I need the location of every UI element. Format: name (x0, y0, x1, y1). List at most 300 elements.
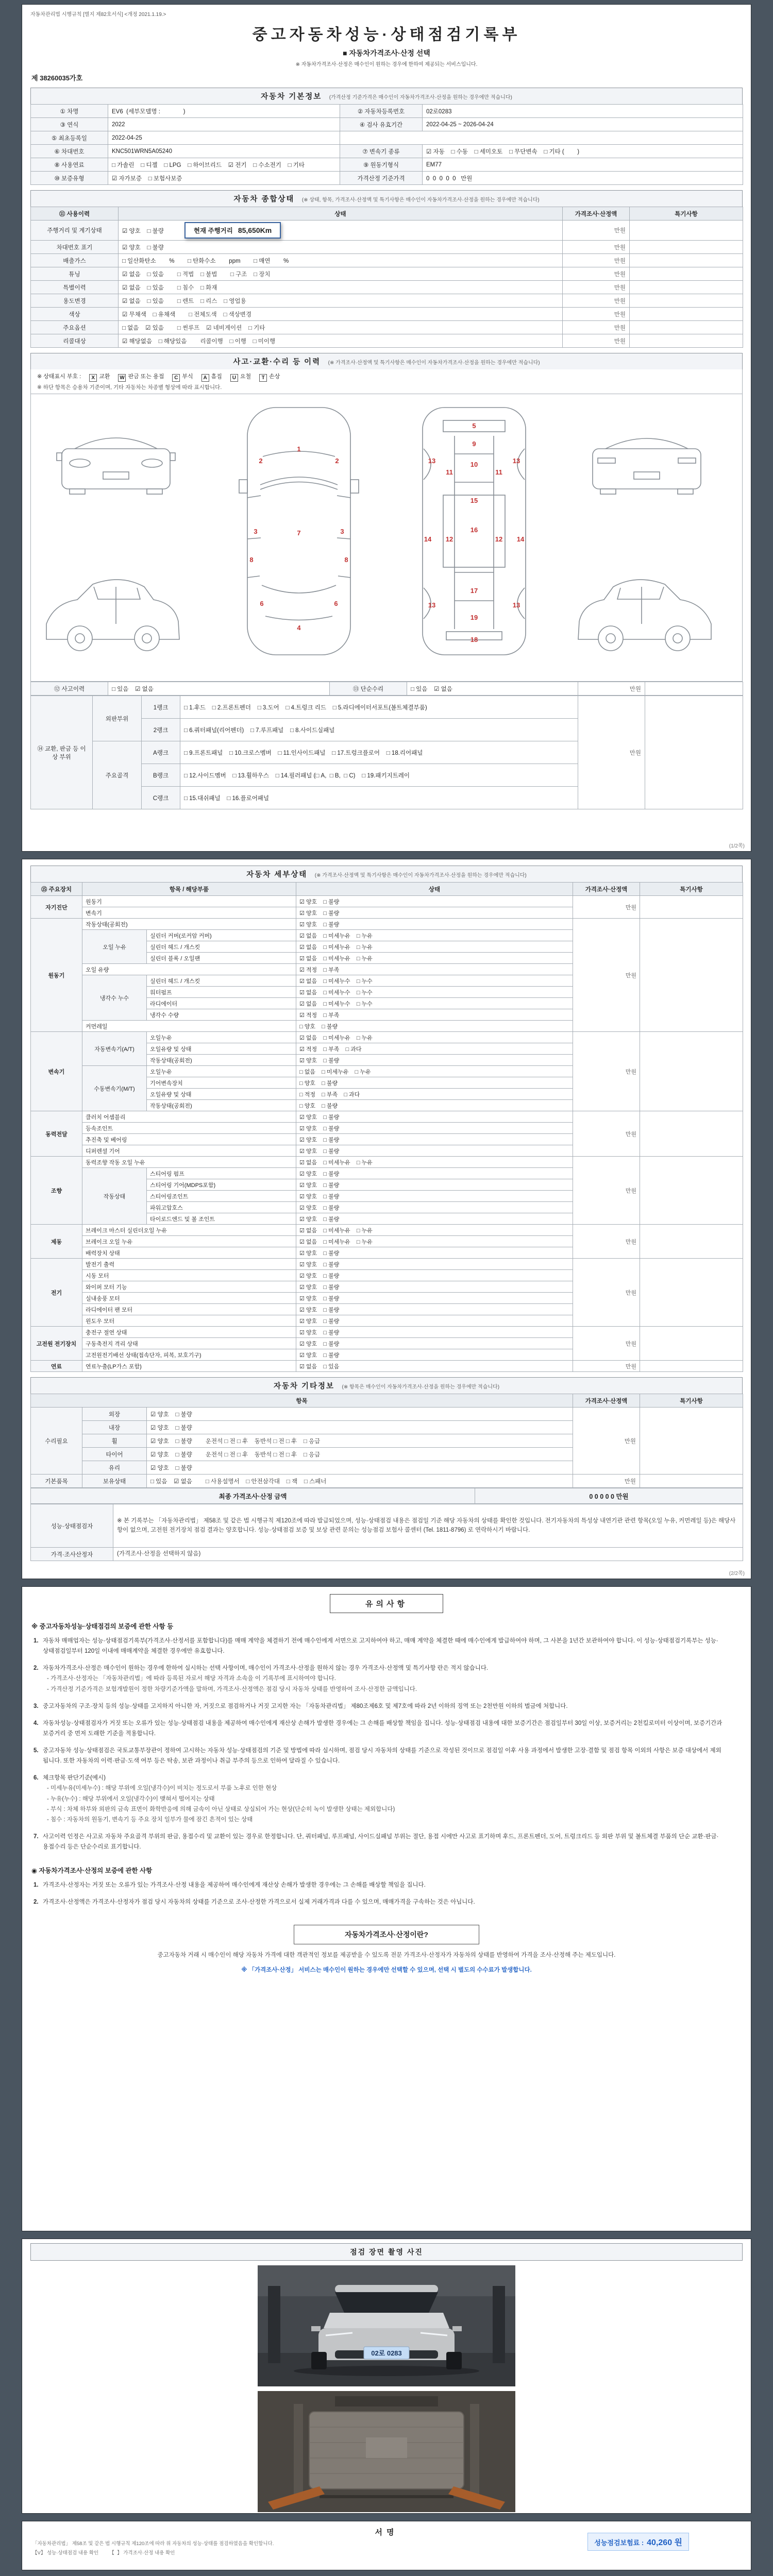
legend-code-label: 손상 (269, 374, 280, 380)
overall-row (31, 254, 743, 267)
price-cell: 만원 (573, 1259, 640, 1327)
appraiser-opinion-text: (가격조사·산정을 선택하지 않음) (113, 1548, 743, 1561)
detail-state-checkboxes[interactable]: ☑ 없음 □ 미세누수 □ 누수 (296, 987, 573, 998)
simple-repair-label: ⑬ 단순수리 (330, 682, 407, 696)
price-cell: 만원 (573, 1157, 640, 1225)
overall-item: 튜닝 (31, 267, 119, 281)
diagram-number: 14 (516, 535, 525, 543)
detail-state-checkboxes[interactable]: ☑ 양호 □ 불량 (296, 1202, 573, 1213)
diagram-number: 9 (472, 440, 476, 448)
legend-code-label: 판금 또는 용접 (128, 374, 164, 380)
col-item: 항목 (31, 1394, 573, 1408)
detail-part: 브레이크 마스터 실린더오일 누유 (82, 1225, 296, 1236)
legend-code-label: 교환 (99, 374, 110, 380)
page-marker: (2/2쪽) (729, 1571, 745, 1577)
section-basic-title: 자동차 기본정보 (261, 93, 322, 101)
note-cell (640, 1475, 743, 1488)
detail-state-checkboxes[interactable]: ☑ 없음 □ 미세누유 □ 누유 (296, 1225, 573, 1236)
basic-items-label: 기본품목 (31, 1475, 82, 1488)
simple-repair-checkboxes[interactable]: □ 있음 ☑ 없음 (407, 682, 578, 696)
etc-part: 유리 (82, 1461, 147, 1475)
overall-item: 색상 (31, 308, 119, 321)
col-note: 특기사항 (630, 207, 743, 221)
diagram-number: 8 (344, 556, 348, 564)
detail-state-checkboxes[interactable]: ☑ 없음 □ 미세누수 □ 누수 (296, 975, 573, 987)
etc-state-cell (147, 1434, 573, 1448)
detail-device: 연료 (31, 1361, 82, 1372)
price-cell: 만원 (573, 1361, 640, 1372)
overall-extra-checkboxes[interactable]: □ 렌트 □ 리스 □ 영업용 (177, 298, 246, 304)
notice-item-number: 2. (33, 1665, 39, 1672)
note-cell (630, 221, 743, 241)
panel-page2 (22, 859, 751, 1579)
detail-state-checkboxes[interactable]: ☑ 없음 □ 미세누유 □ 누유 (296, 1157, 573, 1168)
page-subtitle: ■ 자동차가격조사·산정 선택 (343, 49, 430, 57)
rank2-checkboxes[interactable]: □ 6.쿼터패널(리어펜더) □ 7.루프패널 □ 8.사이드실패널 (180, 719, 578, 741)
diagram-number: 16 (470, 526, 478, 534)
notice-item-text: 가격조사·산정액은 가격조사·산정자가 점검 당시 자동차의 상태를 기준으로 조사·산정한 가격으로서 실제 거래가격과 다를 수 있으며, 매매가격을 구속하는 것은 아닙니다. (43, 1899, 475, 1906)
detail-state-checkboxes[interactable]: ☑ 양호 □ 불량 (296, 1304, 573, 1315)
detail-part: 실린더 헤드 / 개스킷 (147, 975, 296, 987)
accident-history-label: ⑫ 사고이력 (31, 682, 108, 696)
detail-part: 배력장치 상태 (82, 1247, 296, 1259)
diagram-number: 4 (297, 624, 301, 632)
detail-state-checkboxes[interactable]: ☑ 적정 □ 부족 (296, 1009, 573, 1021)
note-cell (630, 334, 743, 348)
detail-device: 자기진단 (31, 896, 82, 919)
table-row (31, 1475, 743, 1488)
section-etc-title: 자동차 기타정보 (273, 1382, 335, 1391)
notice-item-number: 4. (33, 1720, 39, 1726)
table-row (31, 1504, 743, 1548)
detail-state-checkboxes[interactable]: ☑ 양호 □ 불량 (296, 896, 573, 907)
detail-state-checkboxes[interactable]: ☑ 양호 □ 불량 (296, 1123, 573, 1134)
appraisal-blue-note: ※ 「가격조사·산정」 서비스는 매수인이 원하는 경우에만 선택할 수 있으며, 선택 시 별도의 수수료가 발생합니다. (241, 1967, 532, 1973)
legend-code-label: 흠집 (211, 374, 222, 380)
section-overall-note: (※ 상태, 항목, 가격조사·산정액 및 특기사항은 매수인이 자동차가격조사·산정을 원하는 경우에만 적습니다) (301, 197, 540, 203)
detail-part: 스티어링조인트 (147, 1191, 296, 1202)
field-label: ⑦ 변속기 종류 (340, 145, 423, 158)
rankB-checkboxes[interactable]: □ 12.사이드멤버 □ 13.휠하우스 □ 14.필러패널 (□ A, □ B, □ C) □ 19.패키지트레이 (180, 764, 578, 787)
diagram-number: 12 (445, 535, 453, 543)
detail-part: 오일 유량 (82, 964, 296, 975)
diagram-number: 17 (470, 587, 478, 595)
price-cell: 만원 (573, 1032, 640, 1111)
diagram-number: 7 (297, 529, 301, 537)
price-cell: 만원 (573, 1225, 640, 1259)
section-detail-title: 자동차 세부상태 (246, 871, 308, 879)
overall-state-checkboxes[interactable]: ☑ 없음 □ 있음 (122, 271, 164, 278)
note-cell (640, 1259, 743, 1327)
detail-state-checkboxes[interactable]: ☑ 없음 □ 미세누유 □ 누유 (296, 1032, 573, 1043)
notice-item-text: 자동차 매매업자는 성능·상태점검기록부(가격조사·산정서를 포함합니다)를 매매 계약을 체결하기 전에 매수인에게 서면으로 고지하여야 하고, 매매 계약을 체결한 때에 매수인에게 발급하여야 하며, 그 사본을 1년간 보관하여야 합니다. 이 성능·상태점검기록부는 성능·상태점검일부터 120일 이내에 매매계약을 체결한 경우에만 유효합니다. (43, 1638, 718, 1655)
overall-row (31, 221, 743, 241)
note-cell (640, 919, 743, 1032)
diagram-number: 3 (340, 528, 344, 535)
table-row (31, 118, 743, 131)
detail-state-checkboxes[interactable]: ☑ 없음 □ 미세누수 □ 누수 (296, 998, 573, 1009)
insurance-premium-label: 성능점검보험료 : (594, 2539, 644, 2547)
etc-table (30, 1394, 743, 1488)
detail-part: 실내송풍 모터 (82, 1293, 296, 1304)
price-cell: 만원 (573, 919, 640, 1032)
detail-state-checkboxes[interactable]: ☑ 양호 □ 불량 (296, 1247, 573, 1259)
detail-device: 변속기 (31, 1032, 82, 1111)
diagram-number: 11 (446, 468, 453, 476)
detail-state-checkboxes[interactable]: ☑ 양호 □ 불량 (296, 1168, 573, 1179)
final-price-label: 최종 가격조사·산정 금액 (31, 1488, 475, 1504)
signature-title: 서명 (375, 2528, 398, 2537)
etc-state-cell (147, 1448, 573, 1461)
rank1-checkboxes[interactable]: □ 1.후드 □ 2.프론트펜더 □ 3.도어 □ 4.트렁크 리드 □ 5.라디에이터서포트(볼트체결부품) (180, 696, 578, 719)
detail-state-checkboxes[interactable]: ☑ 적정 □ 부족 (296, 964, 573, 975)
overall-state-checkboxes[interactable]: ☑ 무채색 □ 유채색 (122, 311, 176, 318)
price-cell: 만원 (563, 267, 630, 281)
diagram-number: 12 (495, 535, 503, 543)
detail-state-checkboxes[interactable]: ☑ 양호 □ 불량 (296, 1259, 573, 1270)
note-cell (630, 294, 743, 308)
col-use-history: ⑪ 사용이력 (31, 207, 119, 221)
detail-state-checkboxes[interactable]: ☑ 양호 □ 불량 (296, 1134, 573, 1145)
etc-row (31, 1408, 743, 1421)
notice-item (33, 1718, 740, 1739)
col-note: 특기사항 (640, 1394, 743, 1408)
rank2-label: 2랭크 (142, 719, 180, 741)
main-frame-label: 주요골격 (93, 741, 142, 809)
diagram-number: 6 (260, 600, 264, 607)
col-item: 항목 / 해당부품 (82, 883, 296, 896)
detail-state-checkboxes[interactable]: ☑ 양호 □ 불량 (296, 1270, 573, 1281)
table-row (31, 1548, 743, 1561)
overall-item: 특별이력 (31, 281, 119, 294)
etc-state-cell (147, 1408, 573, 1421)
notice-item (33, 1897, 740, 1907)
mileage-value: 85,650Km (238, 226, 272, 234)
detail-part: 작동상태(공회전) (147, 1055, 296, 1066)
field-value-reg-number: 02로0283 (423, 105, 743, 118)
field-value-year: 2022 (108, 118, 340, 131)
overall-state-cell (119, 334, 563, 348)
diagram-number: 2 (335, 457, 339, 465)
notice-item-number: 1. (33, 1882, 39, 1889)
detail-state-checkboxes[interactable]: ☑ 양호 □ 불량 (296, 1281, 573, 1293)
accident-history-checkboxes[interactable]: □ 있음 ☑ 없음 (108, 682, 330, 696)
detail-part: 충전구 절연 상태 (82, 1327, 296, 1338)
price-cell: 만원 (573, 1408, 640, 1475)
rankB-label: B랭크 (142, 764, 180, 787)
detail-state-checkboxes[interactable]: ☑ 없음 □ 미세누유 □ 누유 (296, 930, 573, 941)
note-cell (630, 321, 743, 334)
detail-state-checkboxes[interactable]: ☑ 양호 □ 불량 (296, 1315, 573, 1327)
notice-item-number: 5. (33, 1748, 39, 1754)
overall-item: 리콜대상 (31, 334, 119, 348)
appraisal-info-box-title: 자동차가격조사·산정이란? (294, 1925, 479, 1944)
overall-state-cell (119, 221, 563, 241)
detail-state-checkboxes[interactable]: ☑ 없음 □ 미세누유 □ 누유 (296, 953, 573, 964)
detail-state-checkboxes[interactable]: ☑ 양호 □ 불량 (296, 1338, 573, 1349)
notice-list-1 (30, 1636, 743, 1852)
detail-part: 실린더 커버(로커암 커버) (147, 930, 296, 941)
table-header-row (31, 1394, 743, 1408)
detail-device: 조향 (31, 1157, 82, 1225)
note-cell (630, 281, 743, 294)
detail-part: 실린더 블록 / 오일팬 (147, 953, 296, 964)
detail-part: 커먼레일 (82, 1021, 296, 1032)
detail-part: 스티어링 기어(MDPS포함) (147, 1179, 296, 1191)
overall-extra-checkboxes[interactable]: □ 침수 □ 화재 (177, 284, 217, 291)
table-row (31, 131, 743, 145)
table-header-row (31, 207, 743, 221)
exchange-title: ⑭ 교환, 판금 등 이상 부위 (31, 696, 93, 809)
diagram-number: 1 (297, 445, 301, 453)
field-label: ⑥ 차대번호 (31, 145, 108, 158)
detail-part: 원동기 (82, 896, 296, 907)
table-row (31, 682, 743, 696)
overall-state-checkboxes[interactable]: □ 없음 ☑ 있음 (122, 325, 164, 331)
rankA-checkboxes[interactable]: □ 9.프론트패널 □ 10.크로스멤버 □ 11.인사이드패널 □ 17.트렁크플로어 □ 18.리어패널 (180, 741, 578, 764)
empty-cell (340, 131, 743, 145)
legend-code-chip (81, 374, 110, 380)
etc-state-checkboxes[interactable]: ☑ 양호 □ 불량 (150, 1438, 192, 1445)
overall-extra-checkboxes[interactable]: 리콜이행 □ 이행 □ 미이행 (200, 338, 276, 345)
signature-law-line: 「자동차관리법」 제58조 및 같은 법 시행규칙 제120조에 따라 위 자동차의 성능·상태를 점검하였음을 확인합니다. (32, 2541, 274, 2547)
doc-number: 제 38260035가호 (31, 74, 83, 82)
detail-state-checkboxes[interactable]: ☑ 양호 □ 불량 (296, 1111, 573, 1123)
detail-subgroup: 냉각수 누수 (82, 975, 147, 1021)
detail-state-checkboxes[interactable]: ☑ 없음 □ 있음 (296, 1361, 573, 1372)
etc-part: 내장 (82, 1421, 147, 1434)
detail-part: 실린더 헤드 / 개스킷 (147, 941, 296, 953)
detail-state-checkboxes[interactable]: ☑ 양호 □ 불량 (296, 919, 573, 930)
section-basic-note: (가격산정 기준가격은 매수인이 자동차가격조사·산정을 원하는 경우에만 적습니다) (329, 95, 512, 100)
table-row (31, 158, 743, 172)
legend-code-label: 부식 (182, 374, 193, 380)
detail-device: 전기 (31, 1259, 82, 1327)
field-value-engine-type: EM77 (423, 158, 743, 172)
detail-state-checkboxes[interactable]: □ 없음 □ 미세누유 □ 누유 (296, 1066, 573, 1077)
detail-state-checkboxes[interactable]: ☑ 양호 □ 불량 (296, 1145, 573, 1157)
rankA-label: A랭크 (142, 741, 180, 764)
detail-state-checkboxes[interactable]: □ 양호 □ 불량 (296, 1100, 573, 1111)
detail-state-checkboxes[interactable]: ☑ 없음 □ 미세누유 □ 누유 (296, 941, 573, 953)
notice-item (33, 1832, 740, 1852)
legend-code-chip (110, 374, 164, 380)
detail-subgroup: 오일 누유 (82, 930, 147, 964)
overall-row (31, 334, 743, 348)
detail-part: 연료누출(LP가스 포함) (82, 1361, 296, 1372)
appraisal-info-text: 중고자동차 거래 시 매수인이 해당 자동차 가격에 대한 객관적인 정보를 제공받을 수 있도록 전문 가격조사·산정자가 자동차의 상태를 반영하여 가격을 조사·산정해 주는 제도입니다. (157, 1952, 616, 1959)
field-value-car-name: EV6 (세부모델명 : ) (108, 105, 340, 118)
etc-extra-checkboxes[interactable]: 운전석 □ 전 □ 후 동반석 □ 전 □ 후 □ 응급 (205, 1451, 321, 1458)
price-cell: 만원 (563, 221, 630, 241)
detail-state-checkboxes[interactable]: ☑ 양호 □ 불량 (296, 1191, 573, 1202)
overall-extra-checkboxes[interactable]: □ 전체도색 □ 색상변경 (189, 311, 252, 318)
detail-state-checkboxes[interactable]: ☑ 적정 □ 부족 □ 과다 (296, 1043, 573, 1055)
detail-state-checkboxes[interactable]: ☑ 양호 □ 불량 (296, 907, 573, 919)
field-label: ① 차명 (31, 105, 108, 118)
field-label: ⑨ 원동기형식 (340, 158, 423, 172)
etc-state-checkboxes[interactable]: ☑ 양호 □ 불량 (150, 1411, 192, 1418)
rank1-label: 1랭크 (142, 696, 180, 719)
note-cell (640, 1408, 743, 1475)
overall-item: 차대번호 표기 (31, 241, 119, 254)
detail-row (31, 1111, 743, 1123)
diagram-number: 6 (334, 600, 338, 607)
detail-part: 동력조향 작동 오일 누유 (82, 1157, 296, 1168)
notice-subtitle-2: ◉ 자동차가격조사·산정의 보증에 관한 사항 (31, 1867, 153, 1875)
vehicle-diagram-area (30, 394, 743, 682)
overall-state-checkboxes[interactable]: ☑ 양호 □ 불량 (122, 244, 164, 251)
section-overall-title: 자동차 종합상태 (233, 195, 295, 204)
overall-state-checkboxes[interactable]: ☑ 없음 □ 있음 (122, 298, 164, 304)
note-cell (630, 254, 743, 267)
warranty-checkboxes[interactable]: ☑ 자가보증 □ 보험사보증 (108, 172, 340, 185)
notice-item (33, 1773, 740, 1825)
detail-part: 라디에이터 팬 모터 (82, 1304, 296, 1315)
overall-item: 주요옵션 (31, 321, 119, 334)
detail-part: 오일유량 및 상태 (147, 1043, 296, 1055)
note-cell (645, 696, 743, 809)
detail-part: 오일누유 (147, 1032, 296, 1043)
price-cell: 만원 (563, 254, 630, 267)
license-plate-text: 02로 0283 (371, 2349, 402, 2357)
mileage-label: 현재 주행거리 (193, 227, 233, 234)
notice-item-number: 2. (33, 1899, 39, 1906)
detail-part: 시동 모터 (82, 1270, 296, 1281)
legend-code-box: C (172, 374, 180, 382)
section-overall-header (30, 190, 743, 207)
basic-items-checkboxes[interactable]: □ 있음 ☑ 없음 (150, 1478, 192, 1485)
detail-state-checkboxes[interactable]: ☑ 양호 □ 불량 (296, 1055, 573, 1066)
notice-item (33, 1880, 740, 1890)
overall-row (31, 281, 743, 294)
etc-repair-label: 수리필요 (31, 1408, 82, 1475)
overall-state-checkboxes[interactable]: ☑ 양호 □ 불량 (122, 228, 164, 234)
field-label: ⑤ 최초등록일 (31, 131, 108, 145)
diagram-number: 19 (470, 614, 478, 621)
col-state: 상태 (296, 883, 573, 896)
notice-item-text: 체크항목 판단기준(예시) (43, 1775, 106, 1782)
notice-item (33, 1663, 740, 1694)
detail-state-checkboxes[interactable]: ☑ 양호 □ 불량 (296, 1293, 573, 1304)
field-label: ③ 연식 (31, 118, 108, 131)
notice-list-2 (30, 1880, 743, 1907)
detail-state-checkboxes[interactable]: □ 양호 □ 불량 (296, 1021, 573, 1032)
detail-row (31, 1327, 743, 1338)
price-cell: 만원 (578, 682, 645, 696)
detail-device: 동력전달 (31, 1111, 82, 1157)
notice-item-text: 중고자동차 성능·상태점검은 국토교통부장관이 정하여 고시하는 자동차 성능·상태점검의 기준 및 방법에 따라 실시하며, 점검 당시 자동차의 상태를 기준으로 작성된 것이므로 점검일 이후 사용 과정에서 발생한 고장·결함 및 점검 항목 이외의 사항은 보증 대상에서 제외됩니다. 또한 자동차의 이력·판금·도색 여부 등은 탁송, 보관 과정이나 취급 부주의 등으로 인하여 달라질 수 있습니다. (43, 1748, 721, 1765)
detail-state-checkboxes[interactable]: □ 적정 □ 부족 □ 과다 (296, 1089, 573, 1100)
overall-table (30, 207, 743, 348)
etc-state-checkboxes[interactable]: ☑ 양호 □ 불량 (150, 1465, 192, 1471)
etc-state-checkboxes[interactable]: ☑ 양호 □ 불량 (150, 1451, 192, 1458)
price-cell: 만원 (563, 294, 630, 308)
diagram-number: 13 (428, 457, 436, 465)
signature-confirm-checkboxes[interactable]: 【V】 성능·상태점검 내용 확인 【 】 가격조사·산정 내용 확인 (32, 2550, 175, 2556)
diagram-number: 18 (470, 636, 478, 643)
detail-state-checkboxes[interactable]: □ 양호 □ 불량 (296, 1077, 573, 1089)
notice-item-number: 1. (33, 1638, 39, 1644)
exchange-panel-table (30, 696, 743, 809)
notice-item-text: 사고이력 인정은 사고로 자동차 주요골격 부위의 판금, 용접수리 및 교환이 있는 경우로 한정합니다. 단, 쿼터패널, 루프패널, 사이드실패널 부위는 절단, 용접 시에만 사고로 표기하며 후드, 프론트펜더, 도어, 트렁크리드 등 외판 부위 및 볼트체결 부품의 단순 교환·판금·용접수리 등은 단순수리로 표기합니다. (43, 1833, 719, 1850)
section-detail-header (30, 866, 743, 882)
accident-history-table (30, 682, 743, 696)
detail-state-checkboxes[interactable]: ☑ 양호 □ 불량 (296, 1179, 573, 1191)
section-etc-note: (※ 항목은 매수인이 자동차가격조사·산정을 원하는 경우에만 적습니다) (342, 1384, 500, 1390)
overall-state-checkboxes[interactable]: ☑ 없음 □ 있음 (122, 284, 164, 291)
overall-state-checkboxes[interactable]: ☑ 해당없음 □ 해당있음 (122, 338, 187, 345)
detail-part: 윈도우 모터 (82, 1315, 296, 1327)
price-cell: 만원 (573, 1475, 640, 1488)
overall-extra-checkboxes[interactable]: □ 적법 □ 불법 □ 구조 □ 장치 (177, 271, 271, 278)
photos-title: 점검 장면 촬영 사진 (30, 2243, 743, 2261)
etc-extra-checkboxes[interactable]: 운전석 □ 전 □ 후 동반석 □ 전 □ 후 □ 응급 (205, 1438, 321, 1445)
etc-part: 타이어 (82, 1448, 147, 1461)
inspector-opinion-text: ※ 본 기록부는 「자동차관리법」 제58조 및 같은 법 시행규칙 제120조에 따라 발급되었으며, 성능·상태점검 내용은 점검일 기준 해당 자동차의 상태를 확인한 것입니다. 전기자동차의 특성상 내연기관 관련 항목(오일 누유, 커먼레일 등)은 해당사항이 없으며, 고전원 전기장치 점검 결과는 양호합니다. 성능·상태점검 보증 및 보상 관련 문의는 성능점검 보험사 콜센터 (Tel. 1811-8796) 로 연락하시기 바랍니다. (113, 1504, 743, 1548)
notice-item (33, 1701, 740, 1711)
detail-part: 구동축전지 격리 상태 (82, 1338, 296, 1349)
diagram-number: 13 (428, 601, 436, 609)
panel-photos (22, 2239, 751, 2514)
basic-items-list[interactable]: □ 사용설명서 □ 안전삼각대 □ 잭 □ 스패너 (205, 1478, 327, 1485)
detail-state-checkboxes[interactable]: ☑ 양호 □ 불량 (296, 1327, 573, 1338)
detail-row (31, 1032, 743, 1043)
detail-subgroup: 작동상태 (82, 1168, 147, 1225)
note-cell (630, 267, 743, 281)
diagram-number: 2 (259, 457, 263, 465)
base-price-value: 0 0 0 0 0 만원 (423, 172, 743, 185)
diagram-number: 15 (470, 497, 478, 504)
legend-code-box: U (230, 374, 238, 382)
detail-part: 파워고압호스 (147, 1202, 296, 1213)
col-price: 가격조사·산정액 (573, 883, 640, 896)
detail-state-checkboxes[interactable]: ☑ 양호 □ 불량 (296, 1349, 573, 1361)
field-value-vin: KNC501WRN5A05240 (108, 145, 340, 158)
opinion-table (30, 1504, 743, 1561)
rankC-checkboxes[interactable]: □ 15.대쉬패널 □ 16.플로어패널 (180, 787, 578, 809)
rankC-label: C랭크 (142, 787, 180, 809)
overall-state-cell (119, 294, 563, 308)
diagram-number: 5 (472, 422, 476, 430)
insurance-premium-value: 40,260 원 (647, 2538, 682, 2547)
col-price: 가격조사·산정액 (563, 207, 630, 221)
price-cell: 만원 (563, 281, 630, 294)
transmission-checkboxes[interactable]: ☑ 자동 □ 수동 □ 세미오토 □ 무단변속 □ 기타 ( ) (423, 145, 743, 158)
field-label: 가격산정 기준가격 (340, 172, 423, 185)
etc-state-cell (147, 1461, 573, 1475)
detail-part: 와이퍼 모터 기능 (82, 1281, 296, 1293)
section-basic-header (30, 88, 743, 104)
detail-part: 냉각수 수량 (147, 1009, 296, 1021)
notice-item-text: 가격조사·산정자는 거짓 또는 오류가 있는 가격조사·산정 내용을 제공하여 매수인에게 재산상 손해가 발생한 경우에는 그 손해를 배상할 책임을 집니다. (43, 1882, 426, 1889)
overall-extra-checkboxes[interactable]: □ 썬루프 ☑ 네비게이션 □ 기타 (177, 325, 265, 331)
detail-state-checkboxes[interactable]: ☑ 없음 □ 미세누유 □ 누유 (296, 1236, 573, 1247)
detail-state-checkboxes[interactable]: ☑ 양호 □ 불량 (296, 1213, 573, 1225)
note-cell (640, 1327, 743, 1361)
col-state: 상태 (119, 207, 563, 221)
notice-subitem: - 침수 : 자동차의 원동기, 변속기 등 주요 장치 일부가 물에 잠긴 흔적이 있는 상태 (47, 1816, 253, 1823)
detail-part: 작동상태(공회전) (147, 1100, 296, 1111)
inspection-photo-underbody (258, 2391, 515, 2512)
notice-subitem: - 가격산정 기준가격은 보험개발원이 정한 차량기준가액을 말하며, 가격조사·산정액은 점검 당시 자동차 상태를 반영하여 조사·산정한 금액입니다. (47, 1686, 417, 1692)
detail-table (30, 882, 743, 1372)
overall-state-checkboxes[interactable]: □ 일산화탄소 % □ 탄화수소 ppm □ 매연 % (122, 258, 289, 264)
overall-state-cell (119, 281, 563, 294)
fuel-checkboxes[interactable]: □ 가솔린 □ 디젤 □ LPG □ 하이브리드 ☑ 전기 □ 수소전기 □ 기타 (108, 158, 340, 172)
status-code-legend (30, 369, 743, 394)
etc-state-checkboxes[interactable]: ☑ 양호 □ 불량 (150, 1425, 192, 1431)
